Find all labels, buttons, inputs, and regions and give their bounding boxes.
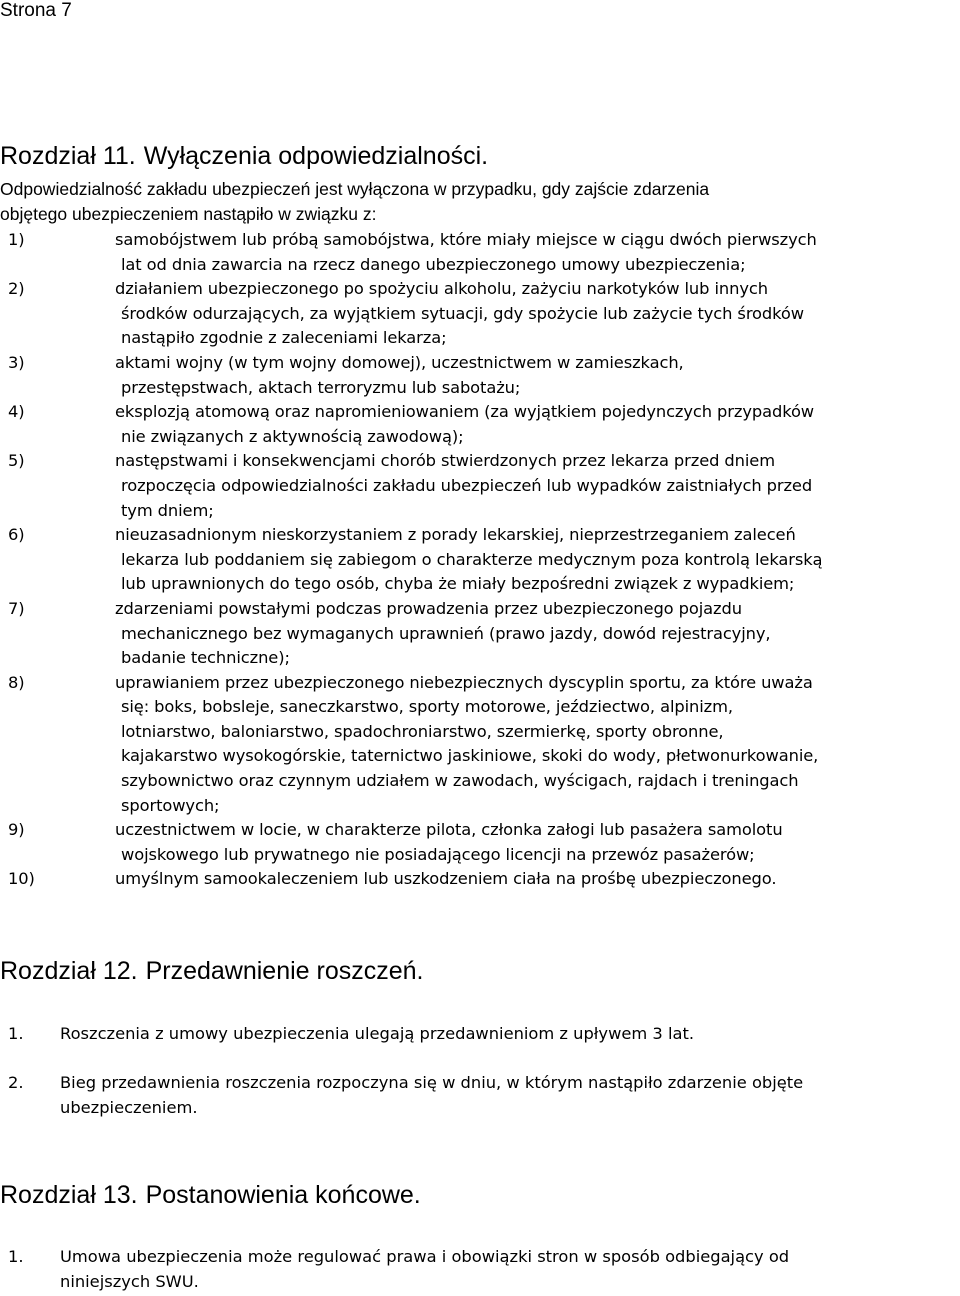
chapter-12-heading [0,956,424,986]
item-line: uczestnictwem w locie, w charakterze pilota, członka załogi lub pasażera samolotu [115,820,783,840]
exclusion-item [0,818,960,867]
item-marker: 2) [8,279,25,299]
exclusion-item [0,671,960,819]
item-line: działaniem ubezpieczonego po spożyciu alkoholu, zażyciu narkotyków lub innych [115,279,768,299]
item-line: samobójstwem lub próbą samobójstwa, które miały miejsce w ciągu dwóch pierwszych [115,230,817,249]
exclusion-item [0,867,960,892]
item-line: nastąpiło zgodnie z zaleceniami lekarza; [121,328,447,348]
paragraph-marker: 2. [8,1073,24,1092]
chapter-13-number: Rozdział 13. [0,1181,138,1209]
chapter-12-paragraph-2 [0,1071,960,1120]
paragraph-line: Roszczenia z umowy ubezpieczenia ulegają przedawnieniom z upływem 3 lat. [60,1024,695,1043]
paragraph-line: Bieg przedawnienia roszczenia rozpoczyna się w dniu, w którym nastąpiło zdarzenie objęte [60,1073,804,1092]
exclusions-list [0,228,960,892]
chapter-13-heading [0,1180,421,1210]
exclusion-item [0,351,960,400]
item-marker: 6) [8,525,25,545]
exclusion-item [0,400,960,449]
intro-line: Odpowiedzialność zakładu ubezpieczeń jest wyłączona w przypadku, gdy zajście zdarzenia [0,179,710,199]
item-marker: 7) [8,598,25,618]
paragraph-line: ubezpieczeniem. [60,1097,198,1117]
item-line: lotniarstwo, baloniarstwo, spadochroniarstwo, szermierkę, sporty obronne, [121,721,724,741]
chapter-11-number: Rozdział 11. [0,142,136,170]
item-line: sportowych; [121,795,220,815]
paragraph-line: Umowa ubezpieczenia może regulować prawa i obowiązki stron w sposób odbiegający od [60,1247,790,1266]
chapter-13-paragraph-1 [0,1245,960,1294]
item-line: umyślnym samookaleczeniem lub uszkodzeniem ciała na prośbę ubezpieczonego. [115,869,777,889]
item-line: lat od dnia zawarcia na rzecz danego ubezpieczonego umowy ubezpieczenia; [121,254,746,274]
exclusion-item [0,449,960,523]
exclusion-item [0,277,960,351]
chapter-12-number: Rozdział 12. [0,957,138,985]
exclusion-item [0,523,960,597]
exclusion-item [0,597,960,671]
item-line: tym dniem; [121,500,214,520]
paragraph-line: niniejszych SWU. [60,1271,199,1291]
page-number: Strona 7 [0,0,72,21]
item-line: rozpoczęcia odpowiedzialności zakładu ubezpieczeń lub wypadków zaistniałych przed [121,475,813,495]
item-line: wojskowego lub prywatnego nie posiadającego licencji na przewóz pasażerów; [121,844,755,864]
chapter-13-title: Postanowienia końcowe. [145,1181,421,1209]
item-line: uprawianiem przez ubezpieczonego niebezpiecznych dyscyplin sportu, za które uważa [115,672,813,692]
chapter-11-title: Wyłączenia odpowiedzialności. [143,142,489,170]
item-line: lekarza lub poddaniem się zabiegom o charakterze medycznym poza kontrolą lekarską [121,549,823,569]
item-line: się: boks, bobsleje, saneczkarstwo, sporty motorowe, jeździectwo, alpinizm, [121,697,733,717]
chapter-12-title: Przedawnienie roszczeń. [145,957,424,985]
paragraph-marker: 1. [8,1247,24,1266]
item-line: szybownictwo oraz czynnym udziałem w zawodach, wyścigach, rajdach i treningach [121,771,799,791]
item-marker: 8) [8,672,25,692]
item-line: nieuzasadnionym nieskorzystaniem z porady lekarskiej, nieprzestrzeganiem zaleceń [115,525,796,545]
intro-line: objętego ubezpieczeniem nastąpiło w związku z: [0,203,377,224]
item-line: przestępstwach, aktach terroryzmu lub sabotażu; [121,377,521,397]
chapter-11-intro [0,177,900,226]
item-line: kajakarstwo wysokogórskie, taternictwo jaskiniowe, skoki do wody, płetwonurkowanie, [121,746,819,766]
item-line: eksplozją atomową oraz napromieniowaniem (za wyjątkiem pojedynczych przypadków [115,402,815,422]
item-line: środków odurzających, za wyjątkiem sytuacji, gdy spożycie lub zażycie tych środków [121,303,804,323]
item-line: zdarzeniami powstałymi podczas prowadzenia przez ubezpieczonego pojazdu [115,598,742,618]
item-line: lub uprawnionych do tego osób, chyba że miały bezpośredni związek z wypadkiem; [121,574,795,594]
item-marker: 1) [8,230,25,249]
item-line: nie związanych z aktywnością zawodową); [121,426,464,446]
item-marker: 4) [8,402,25,422]
item-marker: 3) [8,352,25,372]
chapter-12-paragraph-1 [0,1022,960,1047]
item-marker: 5) [8,451,25,471]
exclusion-item [0,228,960,277]
item-marker: 10) [8,869,35,889]
item-line: mechanicznego bez wymaganych uprawnień (prawo jazdy, dowód rejestracyjny, [121,623,771,643]
item-line: badanie techniczne); [121,648,290,668]
item-line: następstwami i konsekwencjami chorób stwierdzonych przez lekarza przed dniem [115,451,775,471]
paragraph-marker: 1. [8,1024,24,1043]
item-marker: 9) [8,820,25,840]
chapter-11-heading [0,141,488,171]
item-line: aktami wojny (w tym wojny domowej), uczestnictwem w zamieszkach, [115,352,684,372]
